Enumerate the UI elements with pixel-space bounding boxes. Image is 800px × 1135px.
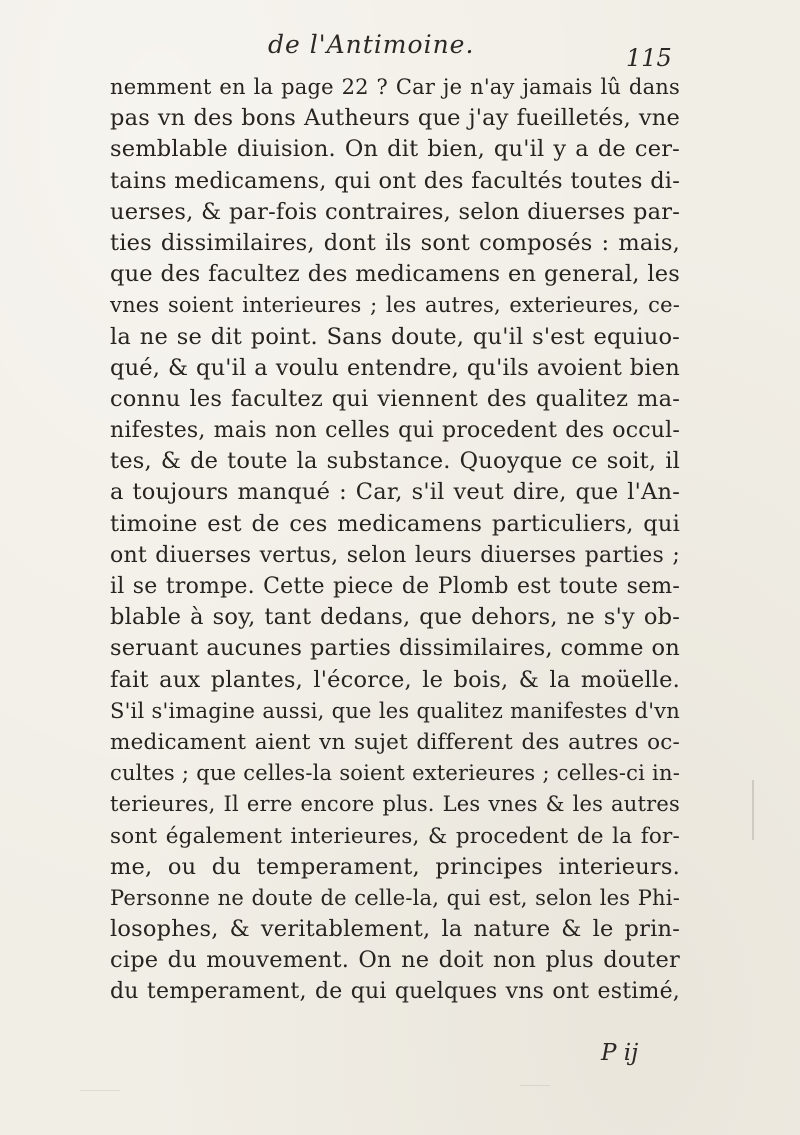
text-line: losophes, & veritablement, la nature & le prin- bbox=[110, 916, 680, 943]
text-line: Personne ne doute de celle-la, qui est, selon les Phi- bbox=[110, 885, 680, 910]
text-line: du temperament, de qui quelques vns ont estimé, bbox=[110, 979, 680, 1005]
text-line: me, ou du temperament, principes interieurs. bbox=[110, 853, 680, 880]
text-line: sont également interieures, & procedent de la for- bbox=[110, 823, 680, 849]
text-line: il se trompe. Cette piece de Plomb est toute sem- bbox=[110, 574, 680, 599]
text-line: a toujours manqué : Car, s'il veut dire, que l'An- bbox=[110, 479, 680, 506]
text-line: blable à soy, tant dedans, que dehors, ne s'y ob- bbox=[110, 604, 680, 631]
body-text bbox=[110, 72, 680, 1008]
text-line: S'il s'imagine aussi, que les qualitez manifestes d'vn bbox=[110, 698, 680, 723]
text-line: terieures, Il erre encore plus. Les vnes & les autres bbox=[110, 792, 680, 817]
running-head: de l'Antimoine. bbox=[268, 30, 475, 59]
text-line: timoine est de ces medicamens particuliers, qui bbox=[110, 510, 680, 537]
text-line: nemment en la page 22 ? Car je n'ay jamais lû dans bbox=[110, 75, 680, 99]
text-line: tes, & de toute la substance. Quoyque ce soit, il bbox=[110, 448, 680, 475]
text-line: pas vn des bons Autheurs que j'ay fueilletés, vne bbox=[110, 105, 680, 132]
text-line: fait aux plantes, l'écorce, le bois, & la moüelle. bbox=[110, 666, 680, 693]
page-number: 115 bbox=[626, 44, 672, 72]
text-line: la ne se dit point. Sans doute, qu'il s'est equiuo- bbox=[110, 323, 680, 350]
text-line: tains medicamens, qui ont des facultés toutes di- bbox=[110, 167, 680, 194]
catchword: P ij bbox=[601, 1040, 639, 1066]
text-line: uerses, & par-fois contraires, selon diuerses par- bbox=[110, 198, 680, 225]
text-line: nifestes, mais non celles qui procedent des occul- bbox=[110, 418, 680, 444]
text-line: ties dissimilaires, dont ils sont composés : mais, bbox=[110, 229, 680, 256]
text-line: cultes ; que celles-la soient exterieures ; celles-ci in- bbox=[110, 761, 680, 786]
paper-mark bbox=[752, 780, 754, 840]
text-line: ont diuerses vertus, selon leurs diuerses parties ; bbox=[110, 542, 680, 568]
paper-mark bbox=[520, 1085, 550, 1086]
text-line: vnes soient interieures ; les autres, exterieures, ce- bbox=[110, 293, 680, 318]
text-line: cipe du mouvement. On ne doit non plus douter bbox=[110, 947, 680, 974]
text-line: que des facultez des medicamens en general, les bbox=[110, 261, 680, 288]
text-line: medicament aient vn sujet different des autres oc- bbox=[110, 729, 680, 755]
text-line: qué, & qu'il a voulu entendre, qu'ils avoient bien bbox=[110, 354, 680, 381]
text-line: seruant aucunes parties dissimilaires, comme on bbox=[110, 635, 680, 662]
text-line: semblable diuision. On dit bien, qu'il y a de cer- bbox=[110, 136, 680, 163]
text-line: connu les facultez qui viennent des qualitez ma- bbox=[110, 385, 680, 412]
paper-mark bbox=[80, 1090, 120, 1091]
